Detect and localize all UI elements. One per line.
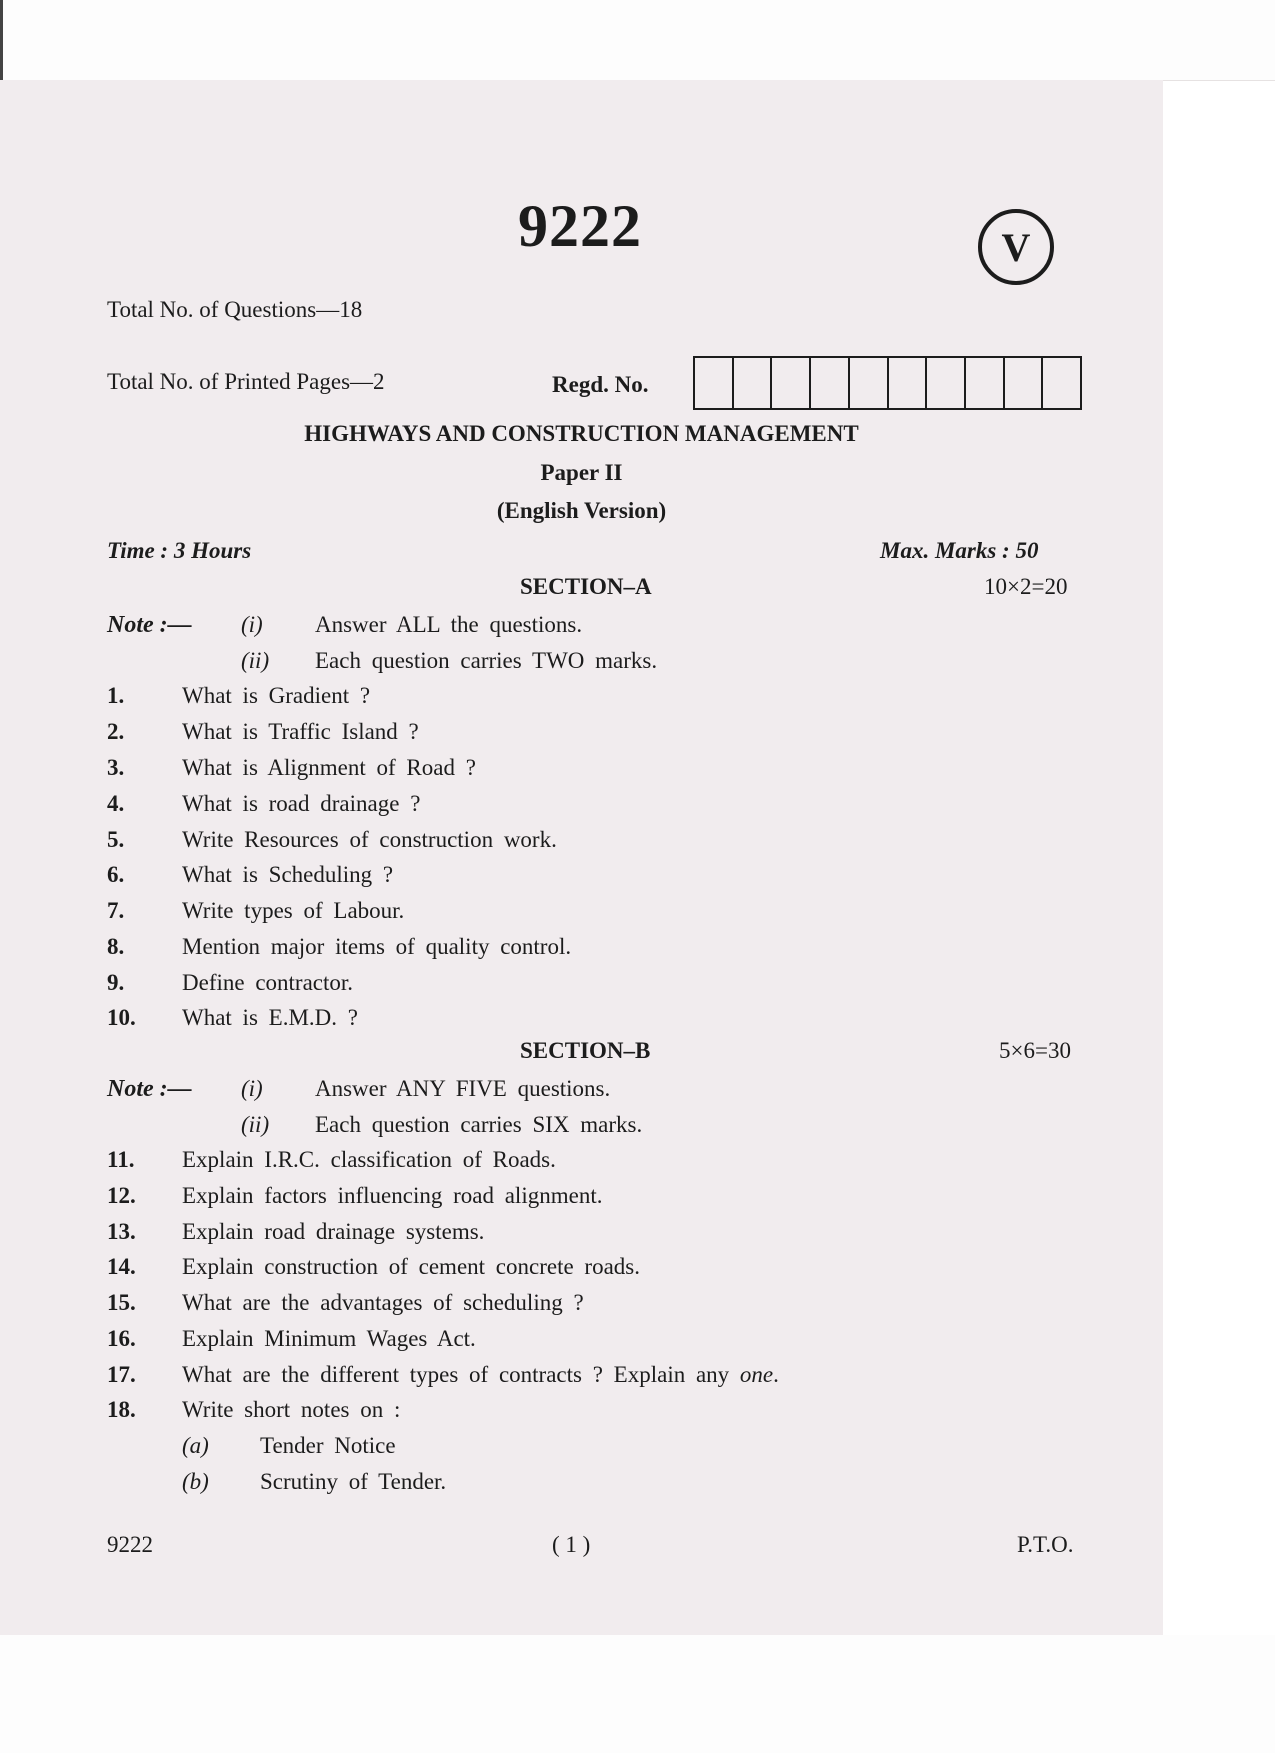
- sub-item-text: Scrutiny of Tender.: [260, 1469, 447, 1494]
- note-numeral: (i): [241, 1076, 263, 1101]
- regd-box-cell[interactable]: [772, 358, 811, 408]
- question-text-end: .: [773, 1362, 779, 1387]
- regd-box-cell[interactable]: [966, 358, 1005, 408]
- regd-label: Regd. No.: [552, 372, 649, 397]
- question-number: 10.: [107, 1005, 136, 1030]
- question-number: 9.: [107, 970, 125, 995]
- max-marks: Max. Marks : 50: [880, 538, 1039, 563]
- paper-number: Paper II: [540, 460, 623, 485]
- scan-margin-bottom: [0, 1635, 1275, 1753]
- question-text: What are the advantages of scheduling ?: [182, 1290, 584, 1315]
- question-text: What is E.M.D. ?: [182, 1005, 358, 1030]
- note-numeral: (i): [241, 612, 263, 637]
- total-pages: Total No. of Printed Pages—2: [107, 369, 385, 394]
- question-text: Write types of Labour.: [182, 898, 405, 923]
- page-number: ( 1 ): [552, 1532, 591, 1557]
- question-text: Explain Minimum Wages Act.: [182, 1326, 476, 1351]
- footer-code: 9222: [107, 1532, 153, 1557]
- version-label: (English Version): [496, 498, 667, 523]
- question-number: 3.: [107, 755, 125, 780]
- sub-item-label: (a): [182, 1433, 209, 1458]
- regd-box-cell[interactable]: [850, 358, 889, 408]
- sub-item-label: (b): [182, 1469, 209, 1494]
- question-text: Mention major items of quality control.: [182, 934, 572, 959]
- question-text: [182, 1362, 779, 1388]
- regd-box-cell[interactable]: [734, 358, 773, 408]
- question-number: 5.: [107, 827, 125, 852]
- regd-box-cell[interactable]: [927, 358, 966, 408]
- question-number: 14.: [107, 1254, 136, 1279]
- regd-box-cell[interactable]: [1005, 358, 1044, 408]
- section-a-heading: SECTION–A: [520, 574, 652, 599]
- question-number: 1.: [107, 683, 125, 708]
- note-text: Answer ANY FIVE questions.: [315, 1076, 611, 1101]
- question-text: What is Alignment of Road ?: [182, 755, 476, 780]
- question-text-emphasis: one: [739, 1362, 774, 1387]
- regd-box-cell[interactable]: [1043, 358, 1080, 408]
- scan-edge-mark: [0, 0, 3, 80]
- question-number: 18.: [107, 1397, 136, 1422]
- time-allowed: Time : 3 Hours: [107, 538, 252, 563]
- question-text: What is Traffic Island ?: [182, 719, 419, 744]
- regd-number-boxes[interactable]: [693, 356, 1082, 410]
- question-number: 16.: [107, 1326, 136, 1351]
- question-text: What is Gradient ?: [182, 683, 371, 708]
- scan-margin-top: [0, 0, 1275, 81]
- question-text: Explain factors influencing road alignment.: [182, 1183, 603, 1208]
- question-text: Define contractor.: [182, 970, 354, 995]
- section-a-note-label: Note :—: [107, 612, 192, 638]
- regd-box-cell[interactable]: [811, 358, 850, 408]
- section-b-note-label: Note :—: [107, 1076, 192, 1102]
- note-text: Each question carries TWO marks.: [315, 648, 658, 673]
- question-text: Explain construction of cement concrete roads.: [182, 1254, 641, 1279]
- regd-box-cell[interactable]: [695, 358, 734, 408]
- note-numeral: (ii): [241, 1112, 270, 1137]
- question-number: 6.: [107, 862, 125, 887]
- sub-item-text: Tender Notice: [260, 1433, 396, 1458]
- section-b-heading: SECTION–B: [520, 1038, 651, 1063]
- question-text: What is Scheduling ?: [182, 862, 394, 887]
- regd-box-cell[interactable]: [889, 358, 928, 408]
- note-numeral: (ii): [241, 648, 270, 673]
- question-text: Explain road drainage systems.: [182, 1219, 485, 1244]
- note-text: Each question carries SIX marks.: [315, 1112, 643, 1137]
- question-text: What is road drainage ?: [182, 791, 421, 816]
- question-number: 15.: [107, 1290, 136, 1315]
- question-text: Explain I.R.C. classification of Roads.: [182, 1147, 556, 1172]
- paper-code: 9222: [518, 193, 642, 259]
- section-b-marks: 5×6=30: [999, 1038, 1071, 1063]
- question-number: 2.: [107, 719, 125, 744]
- pto-label: P.T.O.: [1017, 1532, 1074, 1557]
- question-number: 4.: [107, 791, 125, 816]
- question-number: 8.: [107, 934, 125, 959]
- section-a-marks: 10×2=20: [984, 574, 1068, 599]
- question-text: Write short notes on :: [182, 1397, 401, 1422]
- question-text: Write Resources of construction work.: [182, 827, 557, 852]
- question-number: 17.: [107, 1362, 136, 1387]
- subject-title: HIGHWAYS AND CONSTRUCTION MANAGEMENT: [304, 421, 859, 446]
- question-number: 7.: [107, 898, 125, 923]
- note-text: Answer ALL the questions.: [315, 612, 583, 637]
- question-number: 11.: [107, 1147, 135, 1172]
- question-number: 13.: [107, 1219, 136, 1244]
- total-questions: Total No. of Questions—18: [107, 297, 363, 322]
- question-number: 12.: [107, 1183, 136, 1208]
- version-badge: V: [978, 209, 1054, 285]
- exam-paper: [0, 80, 1163, 1635]
- question-text-main: What are the different types of contracts ? Explain any: [182, 1362, 740, 1387]
